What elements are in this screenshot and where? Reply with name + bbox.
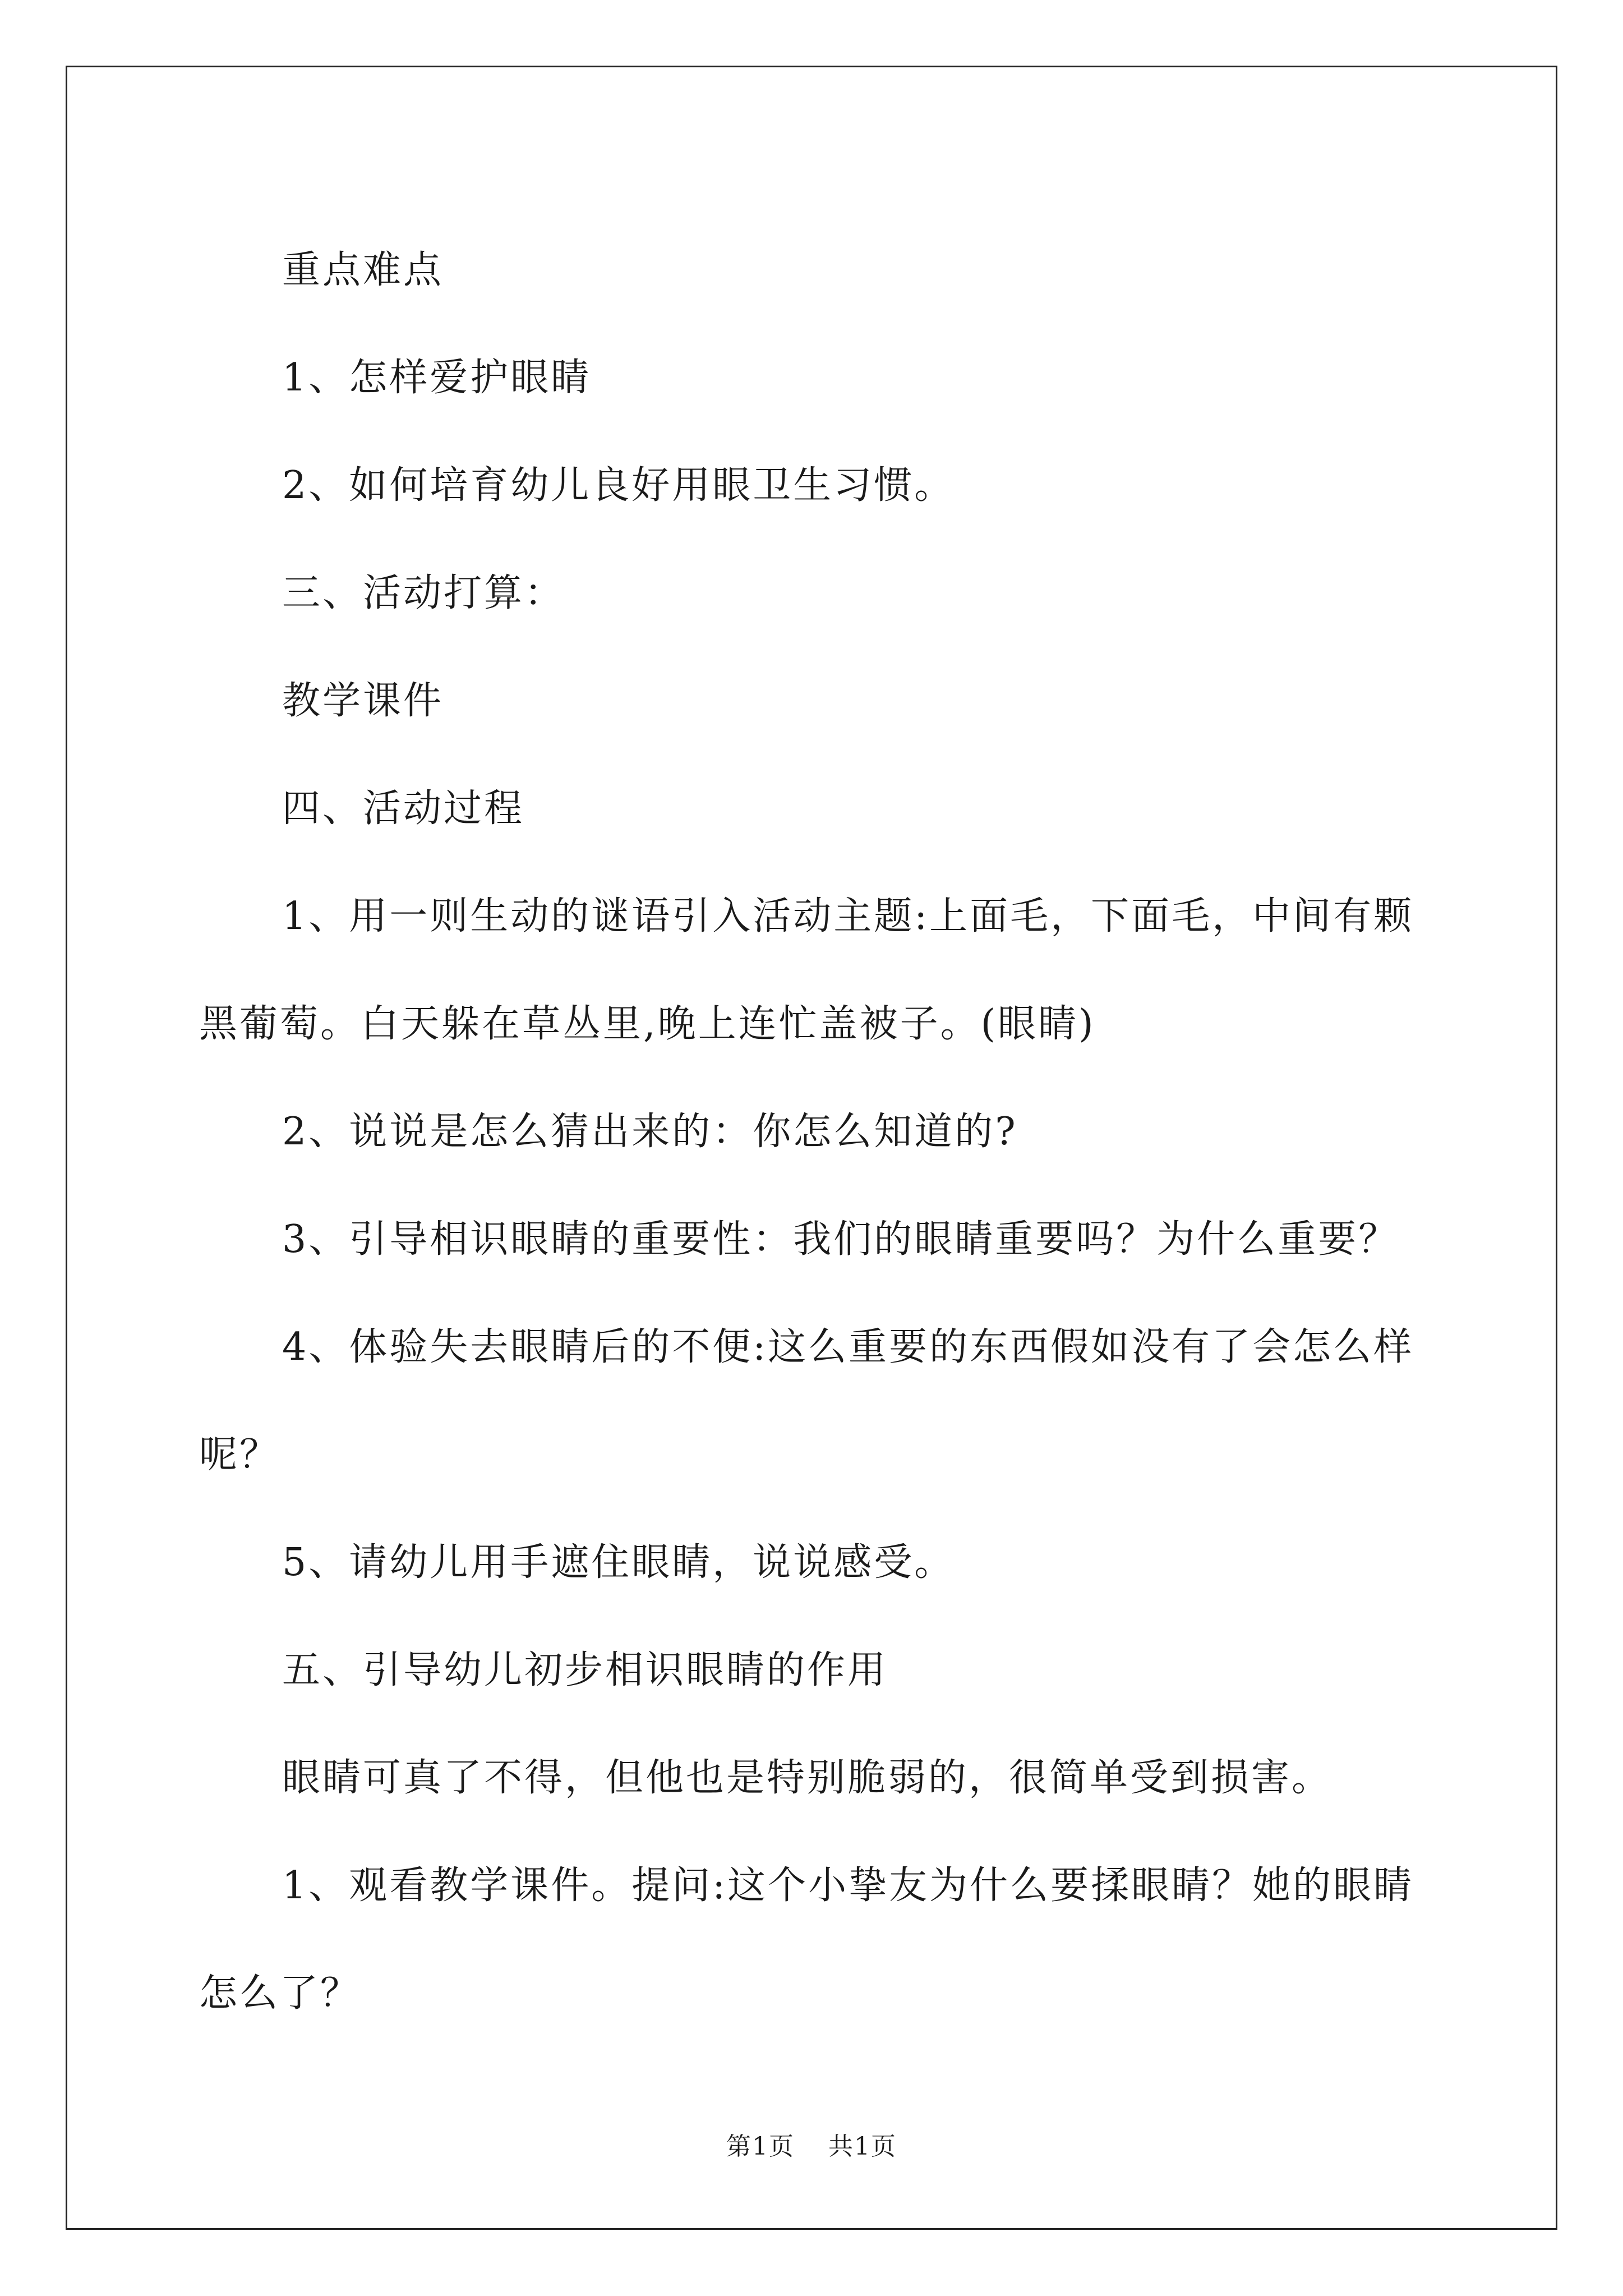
page-number-current: 第1页: [726, 2132, 795, 2161]
paragraph-guess: 2、说说是怎么猜出来的：你怎么知道的?: [282, 1110, 1018, 1154]
paragraph-materials: 教学课件: [282, 679, 444, 723]
section-heading-process: 四、活动过程: [282, 786, 525, 831]
paragraph-riddle: 1、用一则生动的谜语引入活动主题:上面毛，下面毛，中间有颗黑葡萄。白天躲在草丛里,晚上连忙盖被子。(眼睛): [199, 894, 1414, 1046]
paragraph-courseware: 1、观看教学课件。提问:这个小挚友为什么要揉眼睛？她的眼睛怎么了？: [199, 1864, 1414, 2016]
paragraph-fragile: 眼睛可真了不得，但他也是特别脆弱的，很简单受到损害。: [282, 1756, 1332, 1800]
paragraph-item-1: 1、怎样爱护眼睛: [282, 356, 592, 400]
section-heading-function: 五、引导幼儿初步相识眼睛的作用: [282, 1648, 888, 1692]
paragraph-item-2: 2、如何培育幼儿良好用眼卫生习惯。: [282, 463, 955, 508]
paragraph-experience: 4、体验失去眼睛后的不便:这么重要的东西假如没有了会怎么样呢？: [199, 1325, 1414, 1477]
paragraph-key-difficulties: 重点难点: [282, 248, 444, 292]
page-footer: [0, 2126, 1623, 2162]
paragraph-importance: 3、引导相识眼睛的重要性：我们的眼睛重要吗？为什么重要？: [282, 1217, 1399, 1262]
section-heading-preparation: 三、活动打算：: [282, 571, 565, 615]
document-body: [199, 217, 1438, 2047]
page-number-total: 共1页: [828, 2132, 897, 2161]
paragraph-cover-eyes: 5、请幼儿用手遮住眼睛，说说感受。: [282, 1540, 955, 1585]
